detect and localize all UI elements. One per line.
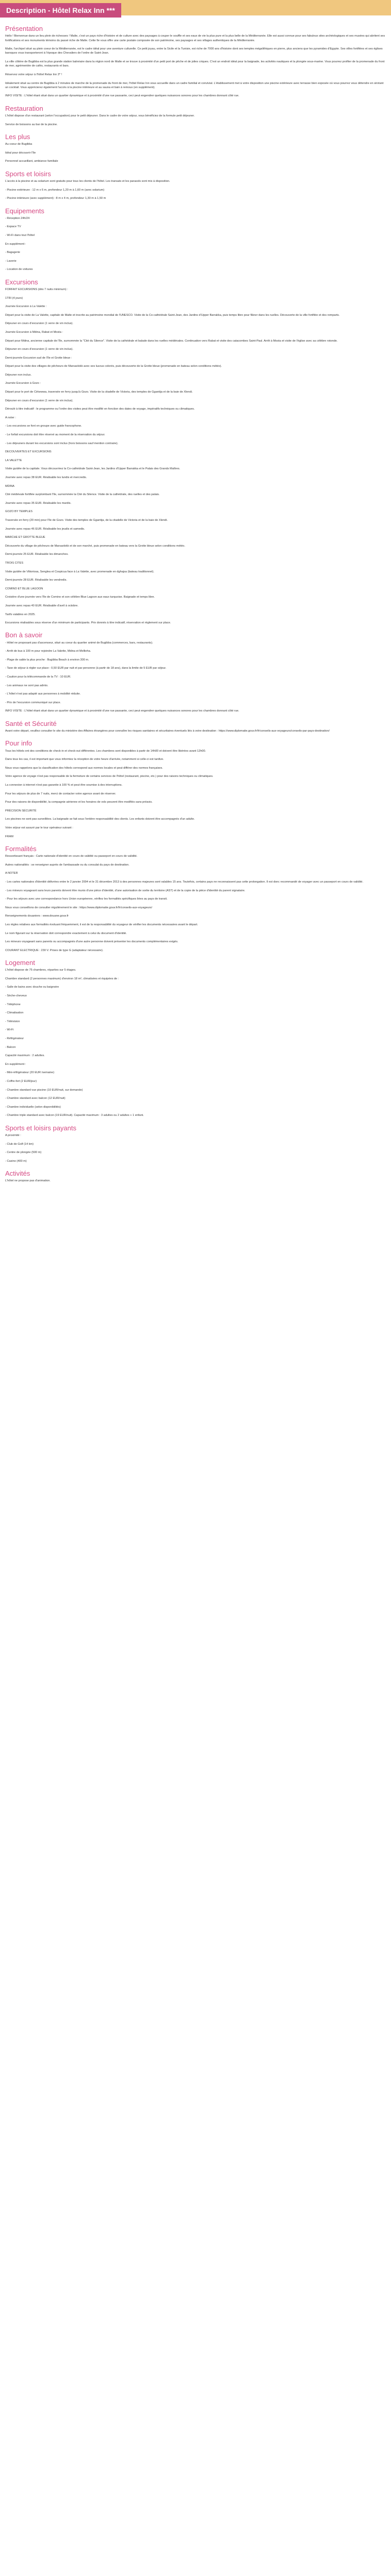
section-paragraph: - Les déjeuners durant les excursions sont inclus (hors boissons sauf mention contraire). (5, 442, 119, 445)
section-paragraph: - Balcon (5, 1045, 16, 1049)
section-paragraph: Croisière d'une journée vers l'île de Comino et son célèbre Blue Lagoon aux eaux turquoise. Baignade et temps libre. (5, 596, 155, 599)
section-paragraph: L'hôtel ne propose pas d'animation. (5, 1179, 51, 1183)
section-heading: Activités (5, 1170, 30, 1178)
section-heading: Santé et Sécurité (5, 719, 57, 727)
section-heading: Les plus (5, 132, 30, 141)
section-logement (5, 961, 386, 1118)
section-paragraph: A noter : (5, 416, 16, 419)
section-paragraph: - L'hôtel n'est pas adapté aux personnes à mobilité réduite. (5, 692, 81, 696)
section-paragraph: Visite guidée de Vittoriosa, Senglea et Cospicua face à La Valette, avec promenade en dghajsa (bateau traditionnel). (5, 570, 154, 573)
section-sports-loisirs-2 (5, 1126, 386, 1163)
section-paragraph: Au coeur de Bugibba (5, 143, 32, 146)
section-paragraph: - Taxe de séjour à régler sur place : 0,50 EUR par nuit et par personne (à partir de 18 ans), dans la limite de 5 EUR par séjour. (5, 667, 167, 670)
section-bon-a-savoir (5, 633, 386, 713)
section-paragraph: - Laverie (5, 259, 17, 263)
section-pour-info (5, 741, 386, 839)
section-paragraph: DECOUVERTES ET EXCURSIONS (5, 450, 52, 454)
section-paragraph: - Les mineurs voyageant sans leurs parents doivent être munis d'une pièce d'identité, d'une autorisation de sortie du territoire (AST) et de la copie de la pièce d'identité du parent signataire. (5, 889, 246, 892)
section-paragraph: - Arrêt de bus à 100 m pour rejoindre La Valette, Mdina et Mellieha. (5, 650, 91, 653)
section-paragraph: Tarifs valables en 2025. (5, 613, 36, 616)
section-paragraph: Personnel accueillant, ambiance familiale (5, 160, 58, 163)
section-paragraph: - Chambre standard vue piscine (10 EUR/nuit, sur demande) (5, 1088, 83, 1092)
section-paragraph: Journée Excursion à Gozo : (5, 382, 41, 385)
section-paragraph: Nous vous conseillons de consulter régulièrement le site : https://www.diplomatie.gouv.fr/fr/conseils-aux-voyageurs/ (5, 906, 152, 909)
section-paragraph: En supplément : (5, 242, 26, 246)
section-paragraph: Déjeuner non inclus. (5, 373, 31, 377)
section-paragraph: - Casino (400 m) (5, 1159, 27, 1163)
section-activites (5, 1172, 386, 1183)
section-paragraph: L'accès à la piscine et au solarium sont gratuits pour tous les clients de l'hôtel. Les transats et les parasols sont mis à disposition. (5, 180, 170, 183)
section-paragraph: L'hôtel dispose d'un restaurant (selon l'occupation) pour le petit déjeuner. Dans le cadre de votre séjour, vous bénéficiez de la formule petit déjeuner. (5, 114, 195, 118)
section-formalites (5, 844, 386, 953)
section-paragraph: Journée Excursion à La Valette : (5, 305, 47, 309)
section-paragraph: Déjeuner en cours d'excursion (1 verre de vin inclus). (5, 322, 73, 326)
page-title: Description - Hôtel Relax Inn *** (0, 3, 121, 18)
section-heading: Logement (5, 959, 35, 967)
section-paragraph: - Plage de sable la plus proche : Bugibba Beach à environ 300 m. (5, 658, 89, 662)
section-paragraph: La connexion à internet n'est pas garantie à 100 % et peut être soumise à des interruptions. (5, 784, 123, 787)
section-paragraph: Excursions réalisables sous réserve d'un minimum de participants. Prix donnés à titre indicatif, réservation et règlement sur place. (5, 621, 171, 625)
section-paragraph: Demi-journée Excursion sud de l'île et Grotte bleue : (5, 356, 72, 360)
section-paragraph: - Le forfait excursions doit être réservé au moment de la réservation du séjour. (5, 433, 105, 437)
section-paragraph: - Espace TV (5, 225, 21, 229)
section-paragraph: - Réception 24h/24 (5, 216, 30, 220)
section-paragraph: INFO VISITE : L'hôtel étant situé dans un quartier dynamique et à proximité d'une rue passante, ceci peut engendrer quelques nuisances sonores pour les chambres donnant côté rue. (5, 94, 239, 98)
section-paragraph: Demi-journée 28 EUR. Réalisable les vendredis. (5, 579, 68, 582)
section-paragraph: A proximité : (5, 1133, 21, 1137)
section-les-plus (5, 132, 386, 164)
section-paragraph: Journée avec repas 40 EUR. Réalisable d'avril à octobre. (5, 604, 78, 607)
section-paragraph: - Bagagerie (5, 251, 20, 255)
section-paragraph: - Coffre-fort (2 EUR/jour) (5, 1080, 37, 1083)
section-decouvertes (5, 450, 386, 625)
section-paragraph: Le nom figurant sur la réservation doit correspondre exactement à celui du document d'identité. (5, 931, 127, 935)
section-paragraph: Nous vous rappelons que la classification des hôtels correspond aux normes locales et peut différer des normes françaises. (5, 766, 163, 770)
section-paragraph: Tous les hôtels ont des conditions de check-in et check-out différentes. Les chambres sont disponibles à partir de 14h00 et doivent être libérées avant 12h00. (5, 749, 206, 753)
section-paragraph: - Téléphone (5, 1003, 21, 1006)
section-heading: Bon à savoir (5, 631, 43, 639)
section-paragraph: Départ pour le port de Cirkewwa, traversée en ferry jusqu'à Gozo. Visite de la citadelle de Victoria, des temples de Ggantija et de la baie de Xlendi. (5, 391, 193, 394)
section-heading: Excursions (5, 278, 38, 286)
section-sports (5, 172, 386, 201)
section-paragraph: Avant votre départ, veuillez consulter le site du ministère des Affaires étrangères pour connaître les risques sanitaires et sécuritaires éventuels liés à votre destination : https://www.diplomatie.gouv.fr/fr/conseils-aux-voyageurs/conseils-par-pays-destination/ (5, 730, 330, 733)
section-heading: Equipements (5, 207, 44, 215)
section-paragraph: Départ pour la visite de La Valette, capitale de Malte et inscrite au patrimoine mondial de l'UNESCO. Visite de la Co-cathédrale Saint-Jean, des Jardins d'Upper Barrakka, puis temps libre pour flâner dans les ruelles. Découverte de la ville fortifiée et des remparts. (5, 313, 340, 317)
section-paragraph: - Chambre triple standard avec balcon (19 EUR/nuit). Capacité maximum : 3 adultes ou 2 adultes + 1 enfant. (5, 1114, 144, 1117)
section-paragraph: - Caution pour la télécommande de la TV : 10 EUR. (5, 675, 71, 679)
section-paragraph: PRÉCISION SÉCURITÉ (5, 809, 37, 812)
section-paragraph: - Mini-réfrigérateur (20 EUR /semaine) (5, 1071, 55, 1075)
section-paragraph: Découverte du village de pêcheurs de Marsaxlokk et de son marché, puis promenade en bateau vers la Grotte bleue selon conditions météo. (5, 544, 185, 548)
section-paragraph: A NOTER (5, 872, 18, 875)
page (0, 0, 391, 1183)
section-paragraph: - Pour les séjours avec une correspondance hors Union européenne, vérifiez les formalités spécifiques liées au pays de transit. (5, 897, 168, 901)
section-paragraph: En supplément : (5, 1062, 26, 1066)
section-paragraph: - Sèche-cheveux (5, 994, 27, 998)
section-paragraph: Dans tous les cas, il est important que vous informiez la réception de votre heure d'arrivée, notamment si celle-ci est tardive. (5, 758, 164, 761)
section-paragraph: Votre agence de voyage n'est pas responsable de la fermeture de certains services de l'hôtel (restaurant, piscine, etc.) pour des raisons techniques ou climatiques. (5, 775, 214, 778)
section-paragraph: Idéal pour découvrir l'île (5, 151, 36, 155)
section-heading: Sports et loisirs (5, 170, 51, 178)
section-paragraph: - Centre de plongée (500 m) (5, 1151, 42, 1155)
section-heading: Restauration (5, 104, 43, 112)
section-paragraph: - Réfrigérateur (5, 1037, 24, 1041)
section-paragraph: - Wi-Fi dans tout l'hôtel (5, 233, 35, 237)
section-paragraph: Journée Excursion à Mdina, Rabat et Mosta : (5, 330, 63, 334)
section-paragraph: FRAM (5, 835, 13, 838)
section-paragraph: Réservez votre séjour à l'hôtel Relax Inn 3* ! (5, 73, 62, 76)
section-paragraph: COURANT ELECTRIQUE : 230 V. Prises de type G (adaptateur nécessaire). (5, 948, 104, 952)
section-paragraph: La ville côtière de Bugibba est la plus grande station balnéaire dans la région nord de Malte et se trouve à proximité d'un petit port de pêche et de jolies criques. C'est un endroit idéal pour la baignade, les activités nautiques et la plongée sous-marine. Vous pourrez profiter de la promenade du front de mer, agrémentée de cafés, restaurants et bars. (5, 60, 385, 68)
section-paragraph: Les piscines ne sont pas surveillées. La baignade se fait sous l'entière responsabilité des clients. Les enfants doivent être accompagnés d'un adulte. (5, 818, 195, 821)
section-paragraph: LA VALETTE (5, 459, 22, 462)
section-paragraph: Malte, l'archipel situé au plein coeur de la Méditerranée, est le cadre idéal pour une aventure culturelle. Ce petit joyau, entre la Sicile et la Tunisie, est riche de 7000 ans d'histoire dont ses temples mégalithiques en pierre, plus anciens que les pyramides d'Egypte. Ses villes fortifiées et ses églises baroques vous transporteront à l'époque des Chevaliers de l'ordre de Saint-Jean. (5, 47, 383, 55)
section-paragraph: Traversée en ferry (20 min) pour l'île de Gozo. Visite des temples de Ggantija, de la citadelle de Victoria et de la baie de Xlendi. (5, 518, 168, 522)
section-paragraph: Les mineurs voyageant sans parents ou accompagnés d'une autre personne doivent présenter les documents complémentaires exigés. (5, 940, 178, 944)
section-heading: Formalités (5, 844, 37, 853)
section-paragraph: Départ pour la visite des villages de pêcheurs de Marsaxlokk avec ses luzzus colorés, puis découverte de la Grotte bleue (promenade en bateau selon conditions météo). (5, 365, 222, 368)
section-paragraph: Déroulé à titre indicatif : le programme ou l'ordre des visites peut être modifié en fonction des dates de voyage, impératifs techniques ou climatiques. (5, 408, 195, 411)
section-paragraph: INFO VISITE : L'hôtel étant situé dans un quartier dynamique et à proximité d'une rue passante, ceci peut engendrer quelques nuisances sonores pour les chambres donnant côté rue. (5, 709, 239, 713)
section-heading: Pour info (5, 739, 32, 748)
section-paragraph: Capacité maximum : 2 adultes. (5, 1054, 45, 1058)
section-paragraph: Journée avec repas 46 EUR. Réalisable les jeudis et samedis. (5, 527, 85, 531)
section-paragraph: Pour des raisons de disponibilité, la compagnie aérienne et les horaires de vols peuvent être modifiés sans préavis. (5, 801, 153, 804)
section-paragraph: - Piscine intérieure (avec supplément) : 8 m x 4 m, profondeur 1,30 m à 1,50 m (5, 197, 106, 200)
section-paragraph: Chambre standard (2 personnes maximum) d'environ 18 m², climatisées et équipées de : (5, 977, 119, 980)
section-paragraph: - Télévision (5, 1020, 20, 1023)
section-sante-securite (5, 719, 386, 734)
section-paragraph: COMINO ET BLUE LAGOON (5, 587, 43, 590)
section-paragraph: Les règles relatives aux formalités évoluant fréquemment, il est de la responsabilité du voyageur de vérifier les documents nécessaires avant le départ. (5, 923, 198, 926)
description-content (0, 15, 391, 1183)
header-bar (0, 0, 391, 15)
section-presentation (5, 27, 386, 98)
section-paragraph: TROIS CITES (5, 561, 24, 565)
section-paragraph: - Les excursions se font en groupe avec guide francophone. (5, 425, 82, 428)
section-paragraph: Déjeuner en cours d'excursion (1 verre de vin inclus). (5, 399, 73, 402)
section-excursions (5, 280, 386, 403)
section-paragraph: MDINA (5, 484, 15, 488)
section-paragraph: Déjeuner en cours d'excursion (1 verre de vin inclus). (5, 348, 73, 351)
section-paragraph: - Chambre standard avec balcon (12 EUR/nuit) (5, 1097, 66, 1100)
section-paragraph: MARCHE ET GROTTE BLEUE (5, 536, 45, 539)
section-paragraph: - Chambre individuelle (selon disponibilités) (5, 1105, 61, 1109)
section-heading: Présentation (5, 25, 43, 32)
section-paragraph: Journée avec repas 38 EUR. Réalisable les lundis et mercredis. (5, 476, 87, 480)
section-paragraph: Pour les séjours de plus de 7 nuits, merci de contacter votre agence avant de réserver. (5, 792, 116, 795)
section-paragraph: Ressortissant français : Carte nationale d'identité en cours de validité ou passeport en cours de validité. (5, 855, 138, 858)
section-paragraph: - Location de voitures (5, 268, 33, 272)
section-paragraph: - Club de Golf (14 km) (5, 1142, 34, 1146)
section-paragraph: Autres nationalités : se renseigner auprès de l'ambassade ou du consulat du pays de destination. (5, 863, 129, 867)
section-paragraph: - Les animaux ne sont pas admis. (5, 684, 48, 687)
section-paragraph: Journée avec repas 35 EUR. Réalisable les mardis. (5, 501, 72, 505)
section-paragraph: Hello ! Bienvenue dans un lieu plein de richesses ! Malte, c'est un pays riche d'histoire et de culture avec des paysages à couper le souffle et ses eaux de vie la plus pure et la plus belle de la Méditerranée. Elle est aussi connue pour ses fabuleux sites archéologiques et ses musées qui abritent ses fortifications et ses monuments témoins du passé riche de Malte. Cette île vous offre une carte postale composée de son patrimoine, ses paysages et ses villages authentiques de la Méditerranée. (5, 35, 385, 42)
section-paragraph: Demi-journée 25 EUR. Réalisable les dimanches. (5, 553, 69, 556)
section-paragraph: Départ pour Mdina, ancienne capitale de l'île, surnommée la "Cité du Silence". Visite de la cathédrale et balade dans les ruelles médiévales. Continuation vers Rabat et visite des catacombes Saint-Paul. Arrêt à Mosta et visite de l'église avec sa célèbre rotonde. (5, 339, 338, 343)
section-paragraph: 1TRI (4 jours) (5, 296, 23, 300)
section-descriptif-excursions (5, 407, 386, 446)
section-paragraph: Service de boissons au bar de la piscine. (5, 123, 58, 126)
section-paragraph: Renseignements douaniers : www.douane.gouv.fr (5, 914, 69, 918)
section-paragraph: - Les cartes nationales d'identité délivrées entre le 2 janvier 2004 et le 31 décembre 2013 à des personnes majeures sont valables 15 ans. Toutefois, certains pays ne reconnaissent pas cette prolongation. Il est donc recommandé de voyager avec un passeport en cours de validité. (5, 880, 364, 884)
section-paragraph: Votre séjour est assuré par le tour opérateur suivant : (5, 826, 73, 829)
section-paragraph: FORFAIT EXCURSIONS (dès 7 nuits minimum) : (5, 287, 68, 291)
section-paragraph: - Piscine extérieure : 12 m x 6 m, profondeur 1,20 m à 1,60 m (avec solarium) (5, 188, 105, 192)
section-paragraph: - Climatisation (5, 1011, 24, 1015)
section-paragraph: Visite guidée de la capitale. Vous découvrirez la Co-cathédrale Saint-Jean, les Jardins d'Upper Barrakka et le Palais des Grands Maîtres. (5, 467, 181, 471)
section-paragraph: Idéalement situé au centre de Bugibba à 2 minutes de marche de la promenade du front de mer, l'hôtel Relax Inn vous accueille dans un cadre familial et convivial. L'établissement met à votre disposition une piscine extérieure avec terrasse bien exposée où vous pourrez vous détendre en sirotant un cocktail. Vous apprécierez également l'accès à la piscine intérieure et au sauna et bain à remous (en supplément). (5, 81, 384, 89)
section-equipements (5, 209, 386, 272)
section-paragraph: - Wi-Fi (5, 1028, 14, 1032)
section-paragraph: GOZO BY TEMPLES (5, 510, 32, 514)
section-paragraph: - Hôtel ne proposant pas d'ascenseur, situé au coeur du quartier animé de Bugibba (commerces, bars, restaurants). (5, 641, 153, 645)
section-restauration (5, 104, 386, 127)
section-paragraph: L'hôtel dispose de 75 chambres, réparties sur 5 étages. (5, 969, 76, 972)
section-paragraph: - Salle de bains avec douche ou baignoire (5, 986, 59, 989)
section-paragraph: Cité médiévale fortifiée surplombant l'île, surnommée la Cité du Silence. Visite de la cathédrale, des ruelles et des palais. (5, 493, 160, 497)
section-paragraph: - Prix de l'excursion communiqué sur place. (5, 701, 61, 704)
section-heading: Sports et loisirs payants (5, 1124, 77, 1132)
